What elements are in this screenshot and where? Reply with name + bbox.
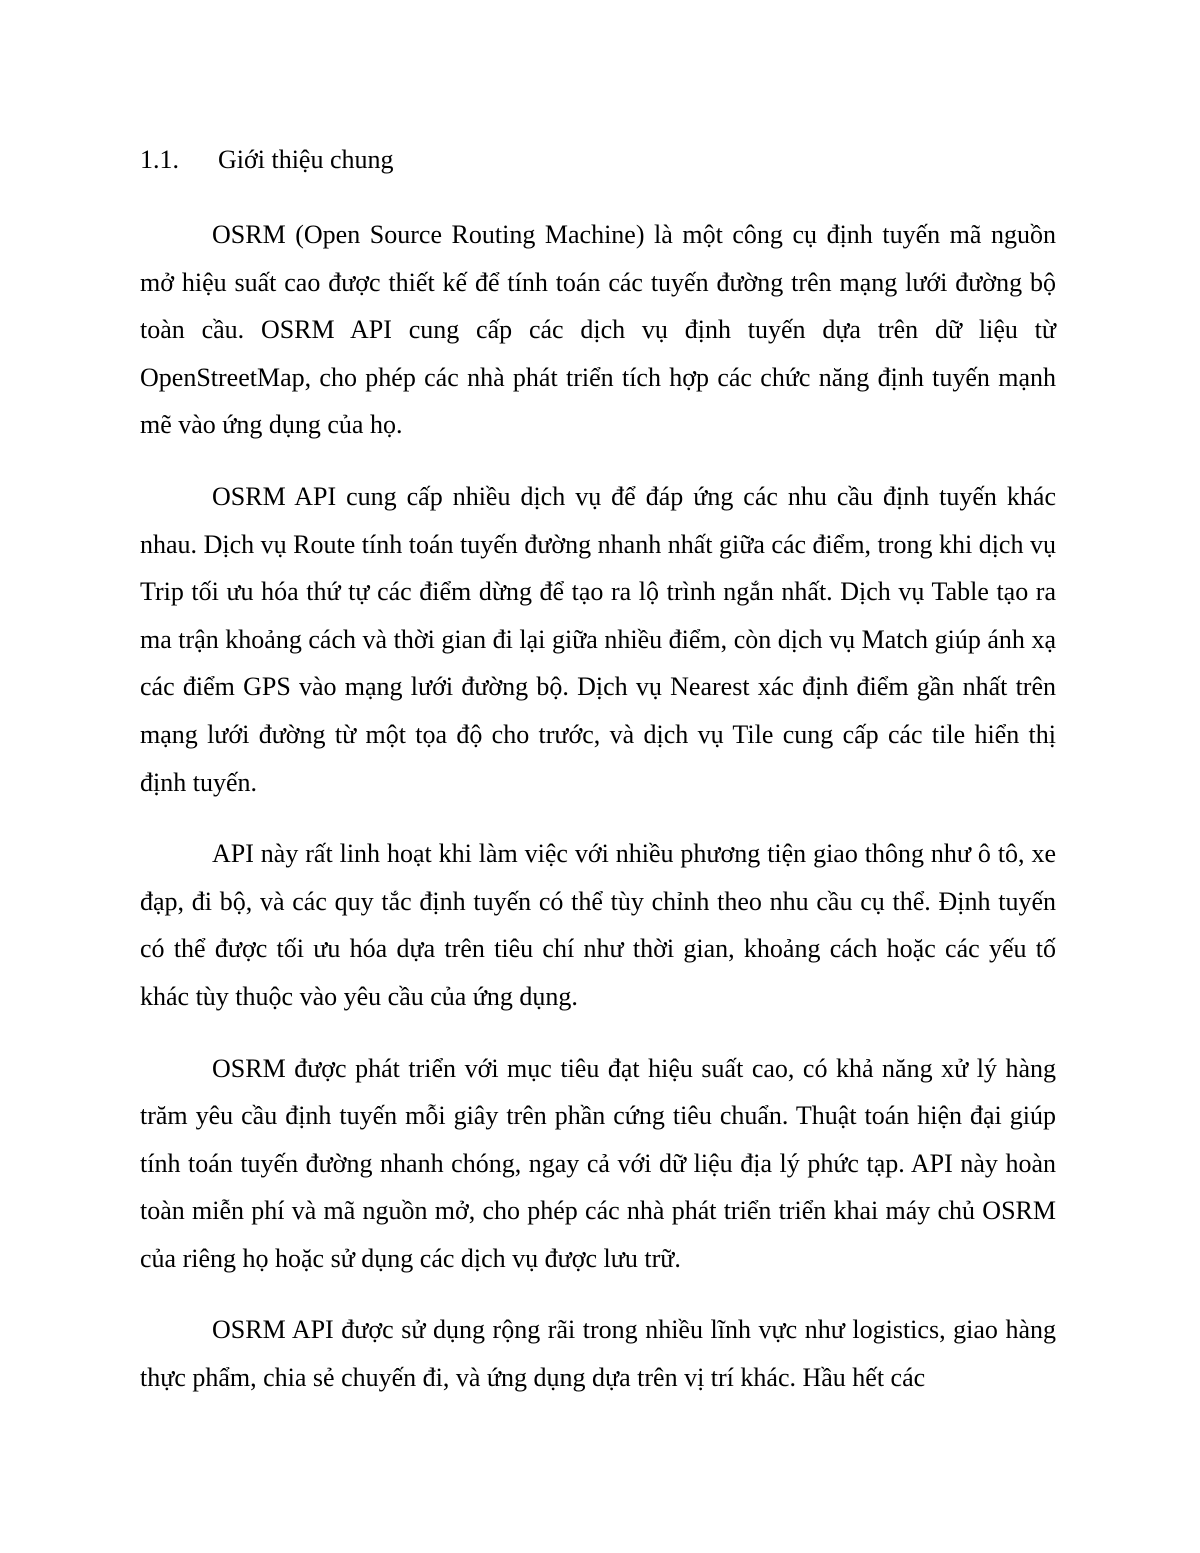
paragraph-services: OSRM API cung cấp nhiều dịch vụ để đáp ứng các nhu cầu định tuyến khác nhau. Dịch vụ Route tính toán tuyến đường nhanh nhất giữa các điểm, trong khi dịch vụ Trip tối ưu hóa thứ tự các điểm dừng để tạo ra lộ trình ngắn nhất. Dịch vụ Table tạo ra ma trận khoảng cách và thời gian đi lại giữa nhiều điểm, còn dịch vụ Match giúp ánh xạ các điểm GPS vào mạng lưới đường bộ. Dịch vụ Nearest xác định điểm gần nhất trên mạng lưới đường từ một tọa độ cho trước, và dịch vụ Tile cung cấp các tile hiển thị định tuyến.: [140, 481, 1056, 797]
section-number: 1.1.: [140, 145, 179, 174]
section-body: [140, 211, 1056, 1426]
section-heading: [140, 140, 394, 180]
section-title: Giới thiệu chung: [218, 145, 394, 174]
paragraph-performance: OSRM được phát triển với mục tiêu đạt hiệu suất cao, có khả năng xử lý hàng trăm yêu cầu định tuyến mỗi giây trên phần cứng tiêu chuẩn. Thuật toán hiện đại giúp tính toán tuyến đường nhanh chóng, ngay cả với dữ liệu địa lý phức tạp. API này hoàn toàn miễn phí và mã nguồn mở, cho phép các nhà phát triển triển khai máy chủ OSRM của riêng họ hoặc sử dụng các dịch vụ được lưu trữ.: [140, 1053, 1056, 1273]
paragraph-intro: OSRM (Open Source Routing Machine) là một công cụ định tuyến mã nguồn mở hiệu suất cao được thiết kế để tính toán các tuyến đường trên mạng lưới đường bộ toàn cầu. OSRM API cung cấp các dịch vụ định tuyến dựa trên dữ liệu từ OpenStreetMap, cho phép các nhà phát triển tích hợp các chức năng định tuyến mạnh mẽ vào ứng dụng của họ.: [140, 220, 1056, 440]
paragraph-flexibility: API này rất linh hoạt khi làm việc với nhiều phương tiện giao thông như ô tô, xe đạp, đi bộ, và các quy tắc định tuyến có thể tùy chỉnh theo nhu cầu cụ thể. Định tuyến có thể được tối ưu hóa dựa trên tiêu chí như thời gian, khoảng cách hoặc các yếu tố khác tùy thuộc vào yêu cầu của ứng dụng.: [140, 839, 1056, 1011]
paragraph-applications: OSRM API được sử dụng rộng rãi trong nhiều lĩnh vực như logistics, giao hàng thực phẩm, chia sẻ chuyến đi, và ứng dụng dựa trên vị trí khác. Hầu hết các: [140, 1315, 1056, 1393]
